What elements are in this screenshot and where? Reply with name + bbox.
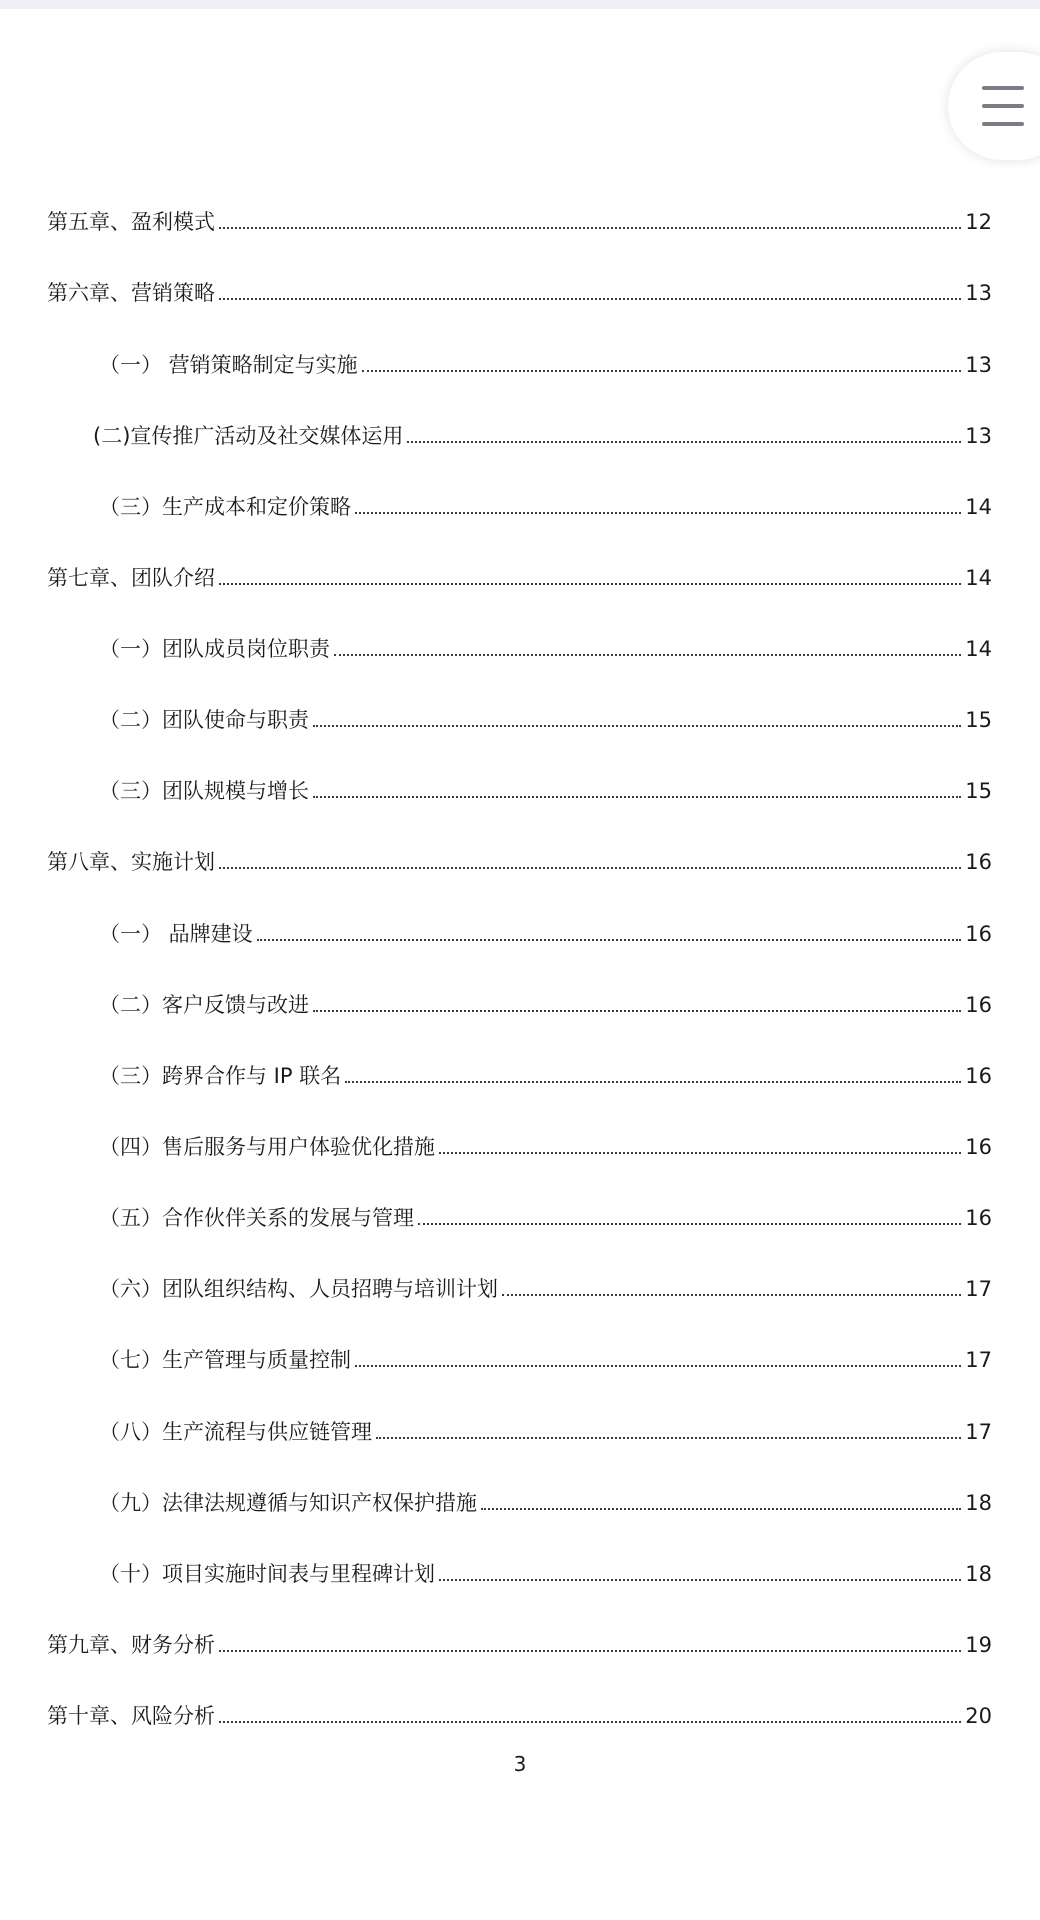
- toc-entry-chapter-5[interactable]: [0, 195, 1040, 235]
- dot-leader: [219, 1721, 961, 1723]
- toc-entry-title: （二）客户反馈与改进: [99, 993, 309, 1017]
- toc-entry-title: 第五章、盈利模式: [47, 210, 215, 234]
- toc-entry-page: 13: [965, 281, 992, 305]
- toc-entry-page: 16: [965, 1135, 992, 1159]
- toc-entry-page: 17: [965, 1348, 992, 1372]
- dot-leader: [257, 939, 962, 941]
- toc-entry-title: （三）跨界合作与 IP 联名: [99, 1064, 342, 1088]
- toc-entry-page: 15: [965, 708, 992, 732]
- toc-entry-page: 17: [965, 1420, 992, 1444]
- dot-leader: [219, 1650, 961, 1652]
- toc-entry-8-2[interactable]: [0, 978, 1040, 1018]
- toc-entry-title: （十）项目实施时间表与里程碑计划: [99, 1562, 435, 1586]
- toc-entry-8-4[interactable]: [0, 1120, 1040, 1160]
- toc-entry-title: 第六章、营销策略: [47, 281, 215, 305]
- toc-entry-title: （七）生产管理与质量控制: [99, 1348, 351, 1372]
- toc-entry-page: 16: [965, 922, 992, 946]
- toc-entry-7-1[interactable]: [0, 622, 1040, 662]
- toc-entry-chapter-7[interactable]: [0, 551, 1040, 591]
- toc-entry-page: 14: [965, 495, 992, 519]
- toc-entry-8-10[interactable]: [0, 1547, 1040, 1587]
- toc-entry-title: （一）团队成员岗位职责: [99, 637, 330, 661]
- dot-leader: [219, 867, 961, 869]
- dot-leader: [313, 725, 961, 727]
- toc-entry-title: （一） 营销策略制定与实施: [99, 353, 358, 377]
- toc-entry-title: 第七章、团队介绍: [47, 566, 215, 590]
- dot-leader: [362, 370, 962, 372]
- dot-leader: [439, 1579, 961, 1581]
- dot-leader: [345, 1081, 961, 1083]
- toc-entry-chapter-6[interactable]: [0, 266, 1040, 306]
- toc-entry-title: （四）售后服务与用户体验优化措施: [99, 1135, 435, 1159]
- toc-entry-title: （八）生产流程与供应链管理: [99, 1420, 372, 1444]
- toc-entry-8-7[interactable]: [0, 1333, 1040, 1373]
- toc-entry-page: 13: [965, 353, 992, 377]
- toc-entry-page: 19: [965, 1633, 992, 1657]
- toc-entry-8-3[interactable]: [0, 1049, 1040, 1089]
- toc-entry-6-1[interactable]: [0, 338, 1040, 378]
- dot-leader: [219, 583, 961, 585]
- dot-leader: [407, 441, 961, 443]
- toc-entry-title: 第十章、风险分析: [47, 1704, 215, 1728]
- toc-entry-page: 18: [965, 1491, 992, 1515]
- dot-leader: [481, 1508, 961, 1510]
- dot-leader: [313, 1010, 961, 1012]
- toc-entry-page: 12: [965, 210, 992, 234]
- toc-entry-7-3[interactable]: [0, 764, 1040, 804]
- toc-entry-8-8[interactable]: [0, 1405, 1040, 1445]
- toc-entry-chapter-9[interactable]: [0, 1618, 1040, 1658]
- toc-entry-page: 13: [965, 424, 992, 448]
- toc-entry-6-3[interactable]: [0, 480, 1040, 520]
- toc-entry-8-9[interactable]: [0, 1476, 1040, 1516]
- toc-entry-7-2[interactable]: [0, 693, 1040, 733]
- toc-entry-chapter-10[interactable]: [0, 1689, 1040, 1729]
- dot-leader: [355, 512, 961, 514]
- toc-entry-page: 20: [965, 1704, 992, 1728]
- toc-entry-title: （二）团队使命与职责: [99, 708, 309, 732]
- toc-entry-title: （一） 品牌建设: [99, 922, 253, 946]
- dot-leader: [502, 1294, 961, 1296]
- toc-entry-page: 17: [965, 1277, 992, 1301]
- toc-entry-chapter-8[interactable]: [0, 835, 1040, 875]
- toc-entry-page: 14: [965, 637, 992, 661]
- toc-entry-page: 16: [965, 1206, 992, 1230]
- dot-leader: [219, 298, 961, 300]
- toc-entry-title: (二)宣传推广活动及社交媒体运用: [93, 424, 404, 448]
- toc-entry-page: 15: [965, 779, 992, 803]
- dot-leader: [219, 227, 961, 229]
- toc-entry-title: （三）团队规模与增长: [99, 779, 309, 803]
- menu-button[interactable]: [948, 52, 1040, 160]
- dot-leader: [355, 1365, 961, 1367]
- toc-entry-page: 16: [965, 850, 992, 874]
- toc-entry-title: 第八章、实施计划: [47, 850, 215, 874]
- top-status-strip: [0, 0, 1040, 9]
- toc-entry-6-2[interactable]: [0, 409, 1040, 449]
- toc-entry-page: 16: [965, 1064, 992, 1088]
- toc-entry-8-1[interactable]: [0, 907, 1040, 947]
- toc-entry-title: （五）合作伙伴关系的发展与管理: [99, 1206, 414, 1230]
- dot-leader: [334, 654, 961, 656]
- dot-leader: [439, 1152, 961, 1154]
- toc-entry-8-5[interactable]: [0, 1191, 1040, 1231]
- toc-entry-title: （三）生产成本和定价策略: [99, 495, 351, 519]
- toc-entry-page: 18: [965, 1562, 992, 1586]
- dot-leader: [376, 1437, 961, 1439]
- toc-entry-title: （六）团队组织结构、人员招聘与培训计划: [99, 1277, 498, 1301]
- page-number: 3: [513, 1752, 527, 1776]
- toc-entry-title: 第九章、财务分析: [47, 1633, 215, 1657]
- toc-entry-page: 16: [965, 993, 992, 1017]
- dot-leader: [418, 1223, 961, 1225]
- toc-entry-title: （九）法律法规遵循与知识产权保护措施: [99, 1491, 477, 1515]
- toc-entry-page: 14: [965, 566, 992, 590]
- toc-entry-8-6[interactable]: [0, 1262, 1040, 1302]
- dot-leader: [313, 796, 961, 798]
